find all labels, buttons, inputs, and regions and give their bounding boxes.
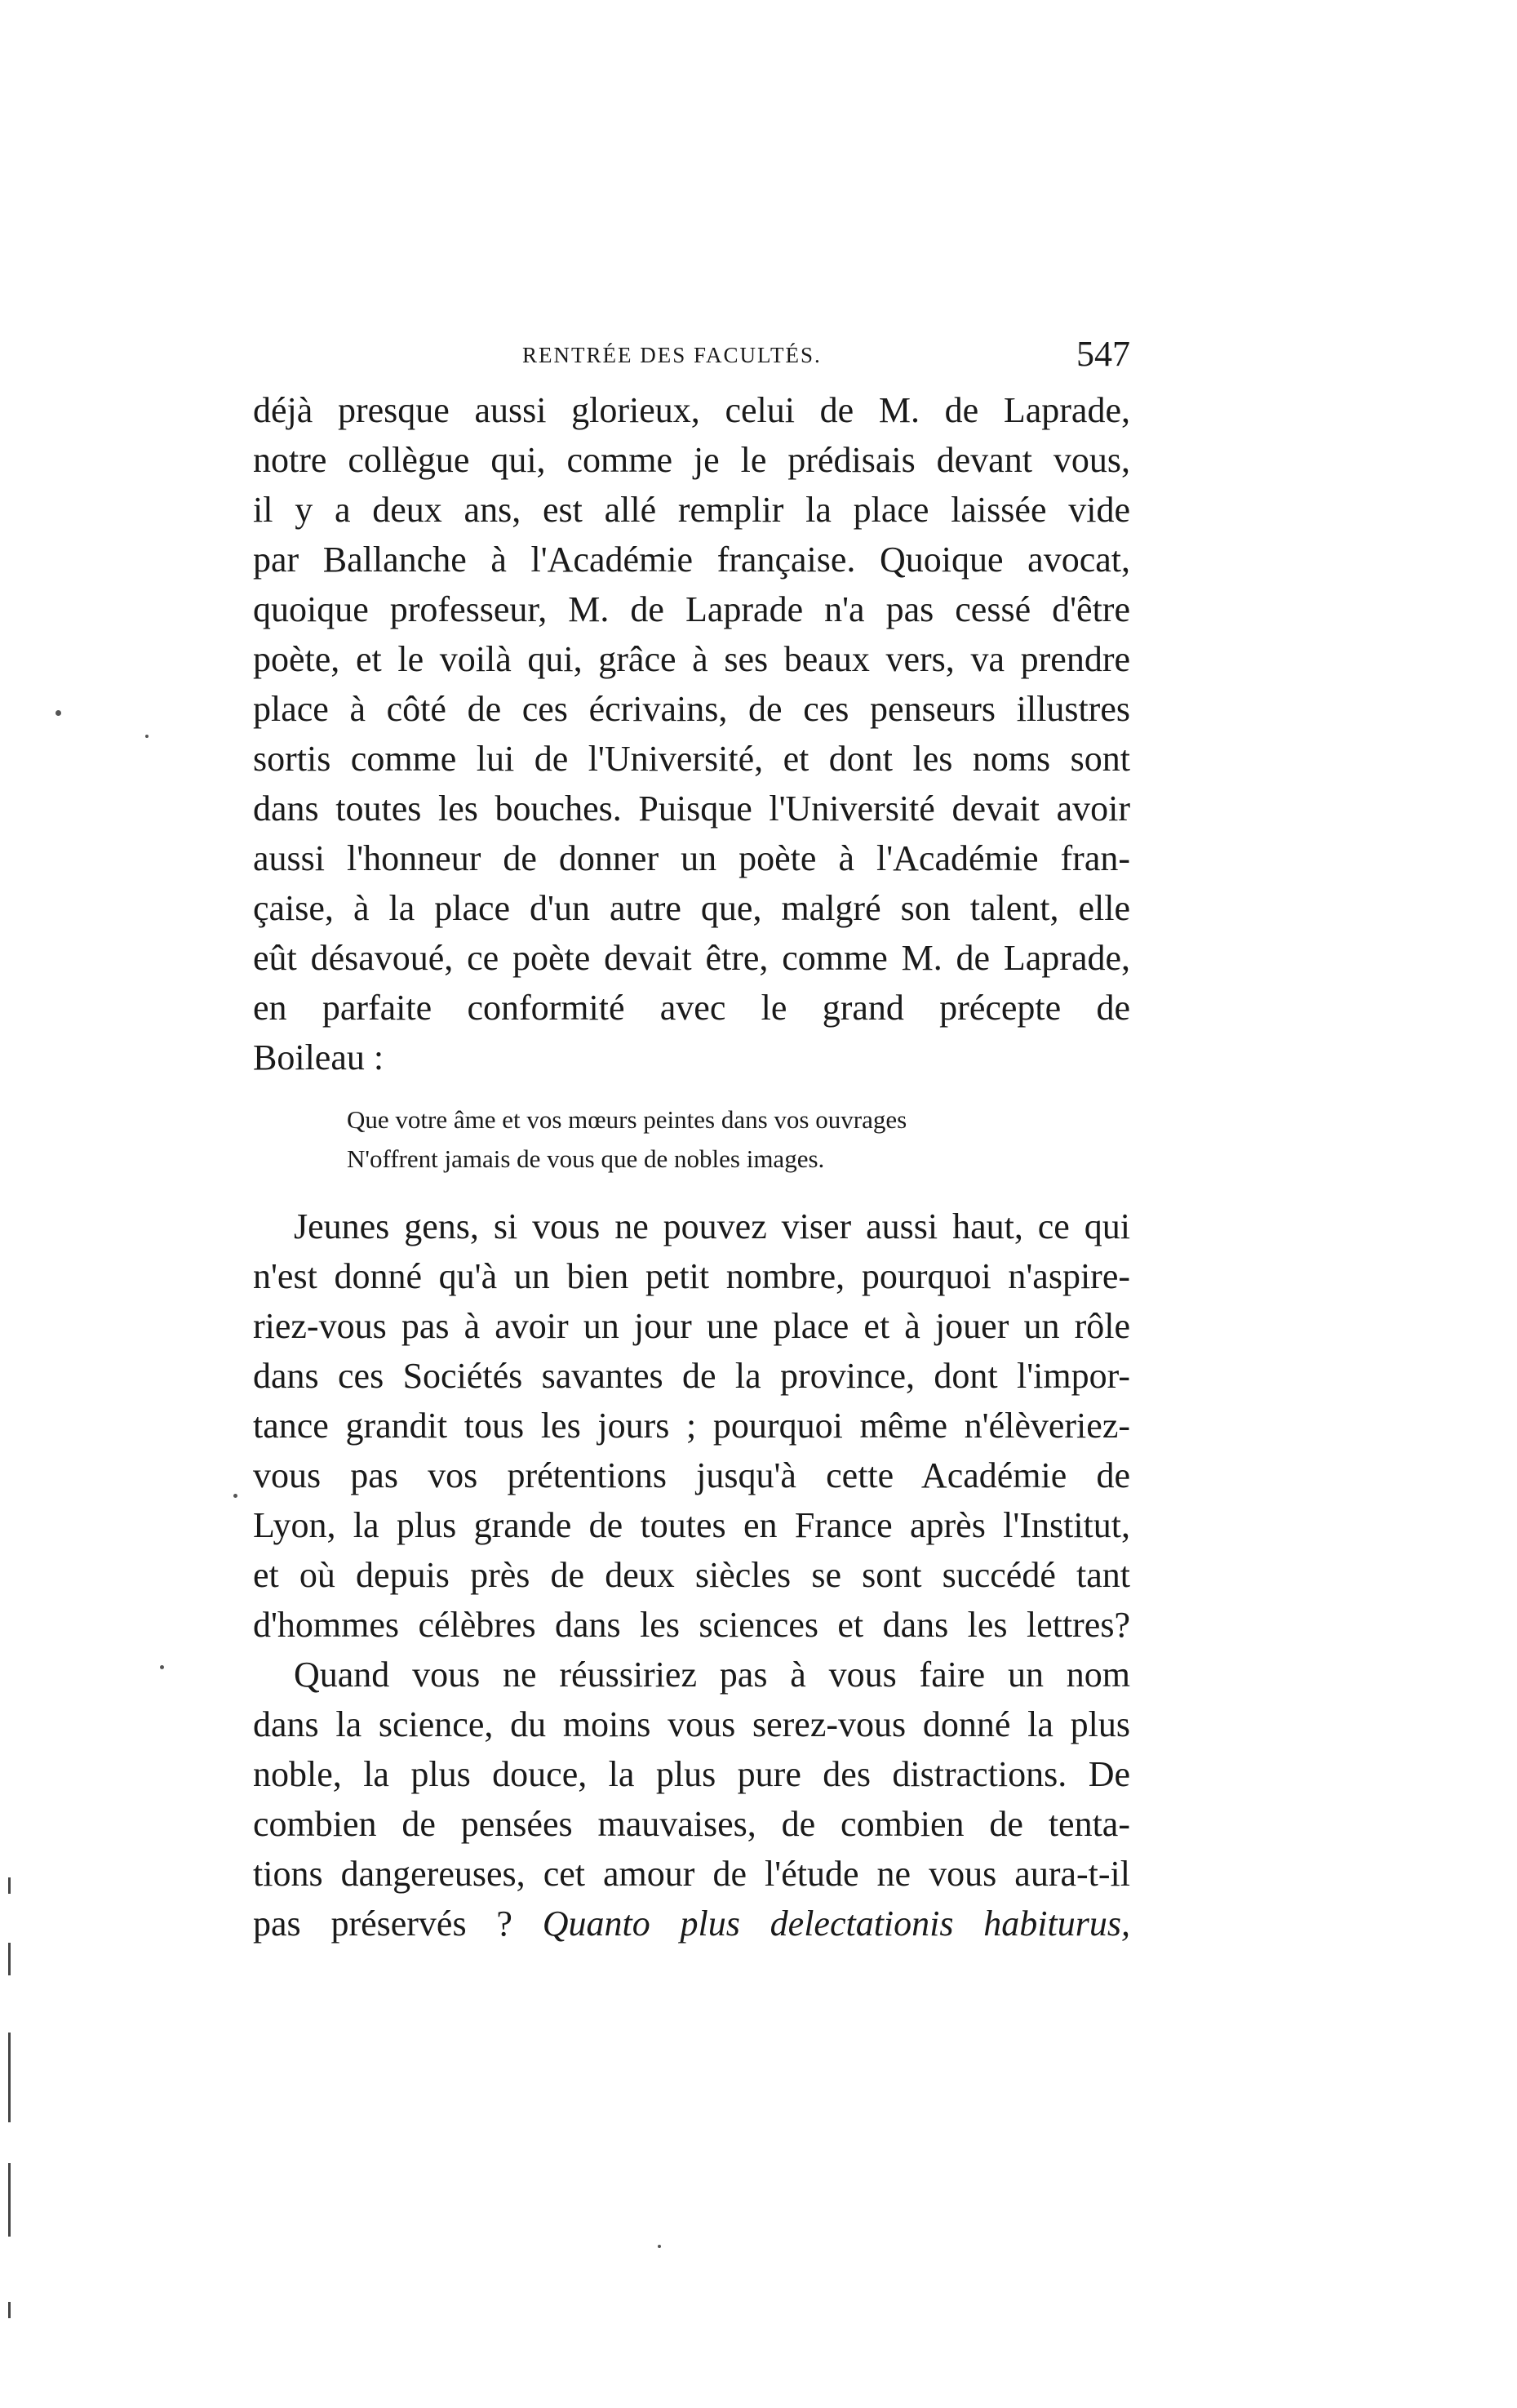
verse-line: N'offrent jamais de vous que de nobles images.: [347, 1144, 825, 1173]
edge-mark: [8, 1943, 11, 1975]
text-line: il y a deux ans, est allé remplir la place laissée vide: [253, 490, 1130, 530]
text-line: noble, la plus douce, la plus pure des distractions. De: [253, 1754, 1130, 1794]
text-line: Lyon, la plus grande de toutes en France après l'Institut,: [253, 1505, 1130, 1545]
text-line: quoique professeur, M. de Laprade n'a pas cessé d'être: [253, 589, 1130, 629]
text-line: déjà presque aussi glorieux, celui de M. de Laprade,: [253, 390, 1130, 430]
scan-speck: [55, 710, 61, 716]
text-line: riez-vous pas à avoir un jour une place et à jouer un rôle: [253, 1306, 1130, 1346]
text-line: çaise, à la place d'un autre que, malgré son talent, elle: [253, 888, 1130, 928]
paragraph-2: [253, 1202, 1130, 1650]
text-line: et où depuis près de deux siècles se sont succédé tant: [253, 1555, 1130, 1595]
edge-mark: [8, 1877, 11, 1894]
text-line-last: [253, 1899, 1130, 1948]
body-text: [253, 385, 1130, 1948]
text-line: poète, et le voilà qui, grâce à ses beaux vers, va prendre: [253, 639, 1130, 679]
text-line: n'est donné qu'à un bien petit nombre, pourquoi n'aspire-: [253, 1256, 1130, 1296]
verse-line: Que votre âme et vos mœurs peintes dans vos ouvrages: [347, 1105, 907, 1134]
text-line: dans ces Sociétés savantes de la province, dont l'impor-: [253, 1356, 1130, 1396]
text-line: en parfaite conformité avec le grand précepte de: [253, 988, 1130, 1028]
text-line: par Ballanche à l'Académie française. Quoique avocat,: [253, 540, 1130, 580]
running-title: RENTRÉE DES FACULTÉS.: [522, 343, 822, 367]
text-line: notre collègue qui, comme je le prédisais devant vous,: [253, 440, 1130, 480]
paragraph-1: [253, 385, 1130, 1082]
paragraph-3: [253, 1650, 1130, 1948]
text-roman: pas préservés ?: [253, 1904, 543, 1944]
text-line: dans la science, du moins vous serez-vous donné la plus: [253, 1704, 1130, 1744]
edge-mark: [8, 2302, 11, 2318]
scan-speck: [233, 1494, 237, 1498]
text-line: d'hommes célèbres dans les sciences et dans les lettres?: [253, 1605, 1130, 1645]
text-line: vous pas vos prétentions jusqu'à cette Académie de: [253, 1455, 1130, 1495]
text-line: Jeunes gens, si vous ne pouvez viser aussi haut, ce qui: [294, 1206, 1130, 1246]
text-line: eût désavoué, ce poète devait être, comme M. de Laprade,: [253, 938, 1130, 978]
text-line: sortis comme lui de l'Université, et dont les noms sont: [253, 739, 1130, 779]
verse-quotation: [253, 1100, 1130, 1179]
latin-quotation: Quanto plus delectationis habiturus,: [542, 1904, 1130, 1944]
text-line: Boileau :: [253, 1037, 384, 1077]
scan-speck: [658, 2245, 661, 2248]
edge-mark: [8, 2163, 11, 2237]
text-line: dans toutes les bouches. Puisque l'Université devait avoir: [253, 789, 1130, 829]
edge-mark: [8, 2033, 11, 2122]
running-head: [253, 333, 1130, 382]
text-line: aussi l'honneur de donner un poète à l'Académie fran-: [253, 838, 1130, 878]
text-line: tance grandit tous les jours ; pourquoi même n'élèveriez-: [253, 1406, 1130, 1446]
page-number: 547: [1076, 334, 1130, 374]
scan-speck: [145, 735, 149, 738]
text-line: Quand vous ne réussiriez pas à vous faire un nom: [294, 1655, 1130, 1695]
text-line: combien de pensées mauvaises, de combien de tenta-: [253, 1804, 1130, 1844]
scan-speck: [160, 1665, 164, 1669]
text-line: tions dangereuses, cet amour de l'étude ne vous aura-t-il: [253, 1854, 1130, 1894]
text-line: place à côté de ces écrivains, de ces penseurs illustres: [253, 689, 1130, 729]
